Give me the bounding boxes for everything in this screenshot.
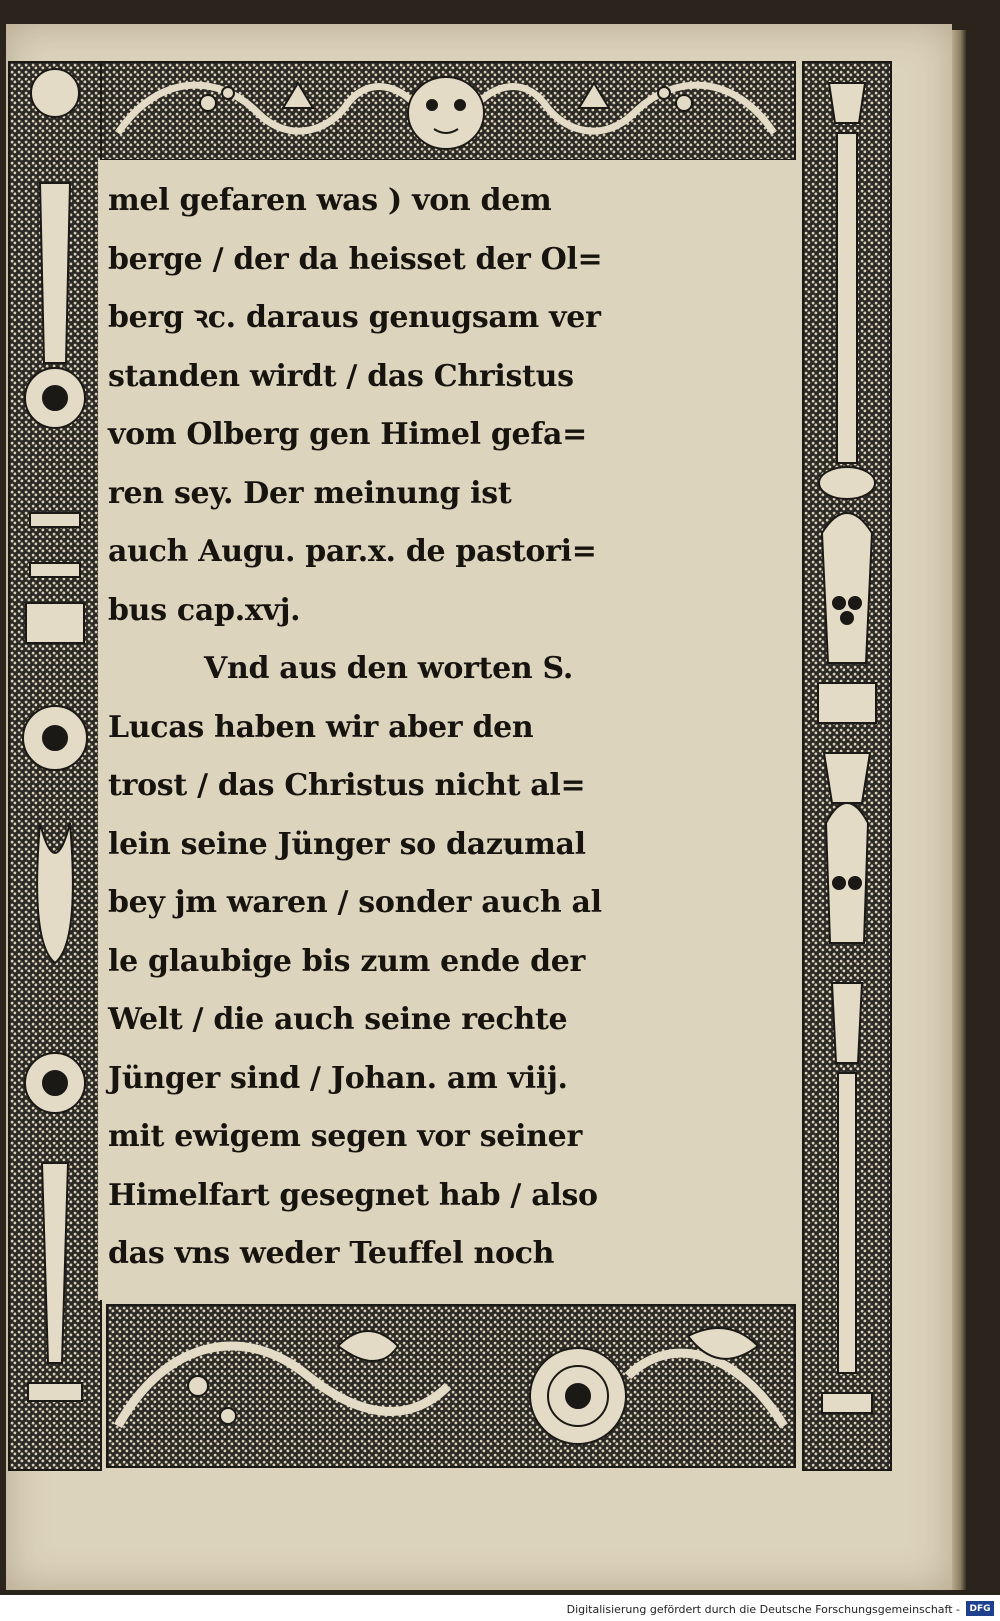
text-line: Jünger sind / Johan. am viij. xyxy=(108,1060,568,1096)
bottom-ornament-border xyxy=(106,1304,796,1468)
text-line: bus cap.xvj. xyxy=(108,592,301,628)
text-line: das vns weder Teuffel noch xyxy=(108,1236,555,1271)
top-ornament-border xyxy=(96,61,796,161)
paragraph-start-line: Vnd aus den worten S. xyxy=(204,651,573,686)
text-line: ren sey. Der meinung ist xyxy=(108,475,512,511)
left-ornament-column xyxy=(8,61,102,1471)
text-line: standen wirdt / das Christus xyxy=(108,358,574,394)
dfg-logo: DFG xyxy=(966,1601,994,1616)
text-line: lein seine Jünger so dazumal xyxy=(108,826,586,862)
text-line: vom Olberg gen Himel gefa= xyxy=(108,417,587,452)
text-line: le glaubige bis zum ende der xyxy=(108,943,586,979)
text-line: mit ewigem segen vor seiner xyxy=(108,1119,582,1154)
text-line: bey jm waren / sonder auch al xyxy=(108,885,602,920)
text-line: Himelfart gesegnet hab / also xyxy=(108,1177,598,1213)
text-line: Lucas haben wir aber den xyxy=(108,709,534,745)
right-ornament-column xyxy=(802,61,892,1471)
text-line: Welt / die auch seine rechte xyxy=(108,1002,568,1037)
text-line: mel gefaren was ) von dem xyxy=(108,183,552,218)
text-line: berge / der da heisset der Ol= xyxy=(108,241,603,277)
body-text xyxy=(108,172,798,1284)
text-line: berg ꝛc. daraus genugsam ver xyxy=(108,300,601,335)
page-edge xyxy=(952,30,966,1590)
text-line: auch Augu. par.x. de pastori= xyxy=(108,534,597,569)
text-line: trost / das Christus nicht al= xyxy=(108,768,586,803)
digitization-credit: Digitalisierung gefördert durch die Deutsche Forschungsgemeinschaft - xyxy=(566,1603,960,1616)
